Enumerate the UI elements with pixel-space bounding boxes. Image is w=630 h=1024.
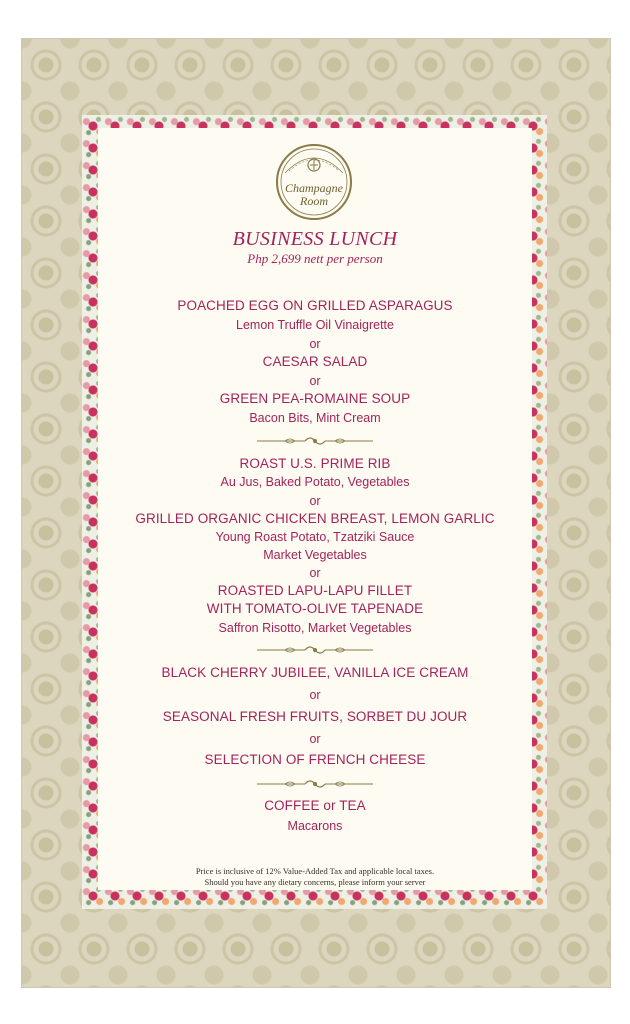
main-dish-2: GRILLED ORGANIC CHICKEN BREAST, LEMON GARLIC — [135, 511, 495, 526]
dessert-dish-2: SEASONAL FRESH FRUITS, SORBET DU JOUR — [162, 709, 468, 724]
starter-dish-2: CAESAR SALAD — [262, 354, 368, 369]
main-or-1: or — [309, 494, 321, 508]
main-dish-3-line-2: WITH TOMATO-OLIVE TAPENADE — [206, 601, 424, 616]
main-dish-1-desc: Au Jus, Baked Potato, Vegetables — [220, 475, 410, 489]
ornament-divider-2 — [255, 644, 375, 656]
main-dish-3-desc: Saffron Risotto, Market Vegetables — [218, 621, 412, 635]
starter-dish-3-desc: Bacon Bits, Mint Cream — [249, 411, 381, 425]
starter-or-1: or — [309, 337, 321, 351]
footnote-line-1: Price is inclusive of 12% Value-Added Tax and applicable local taxes. — [195, 866, 435, 876]
dessert-or-2: or — [309, 732, 321, 746]
beverage-desc: Macarons — [287, 819, 343, 833]
dessert-dish-1: BLACK CHERRY JUBILEE, VANILLA ICE CREAM — [161, 665, 469, 680]
starter-dish-1-desc: Lemon Truffle Oil Vinaigrette — [236, 318, 394, 332]
ornament-divider-3 — [255, 778, 375, 790]
main-dish-3-line-1: ROASTED LAPU-LAPU FILLET — [217, 583, 413, 598]
menu-card — [98, 128, 532, 890]
starter-dish-3: GREEN PEA-ROMAINE SOUP — [219, 391, 411, 406]
menu-title: BUSINESS LUNCH — [232, 228, 398, 250]
main-dish-2-desc-2: Market Vegetables — [263, 548, 367, 562]
dessert-dish-3: SELECTION OF FRENCH CHEESE — [204, 752, 426, 767]
starter-dish-1: POACHED EGG ON GRILLED ASPARAGUS — [177, 298, 453, 313]
beverage-dish: COFFEE or TEA — [264, 798, 366, 813]
footnote-line-2: Should you have any dietary concerns, please inform your server — [204, 877, 426, 887]
main-dish-2-desc-1: Young Roast Potato, Tzatziki Sauce — [215, 530, 415, 544]
starter-or-2: or — [309, 374, 321, 388]
dessert-or-1: or — [309, 688, 321, 702]
champagne-room-logo — [275, 143, 353, 221]
main-or-2: or — [309, 566, 321, 580]
logo-text-line2: Room — [300, 194, 328, 208]
main-dish-1: ROAST U.S. PRIME RIB — [239, 456, 391, 471]
logo-text-line1: Champagne — [285, 181, 343, 195]
menu-price: Php 2,699 nett per person — [247, 251, 383, 266]
tax-footnote — [98, 866, 532, 888]
ornament-divider-1 — [255, 435, 375, 447]
